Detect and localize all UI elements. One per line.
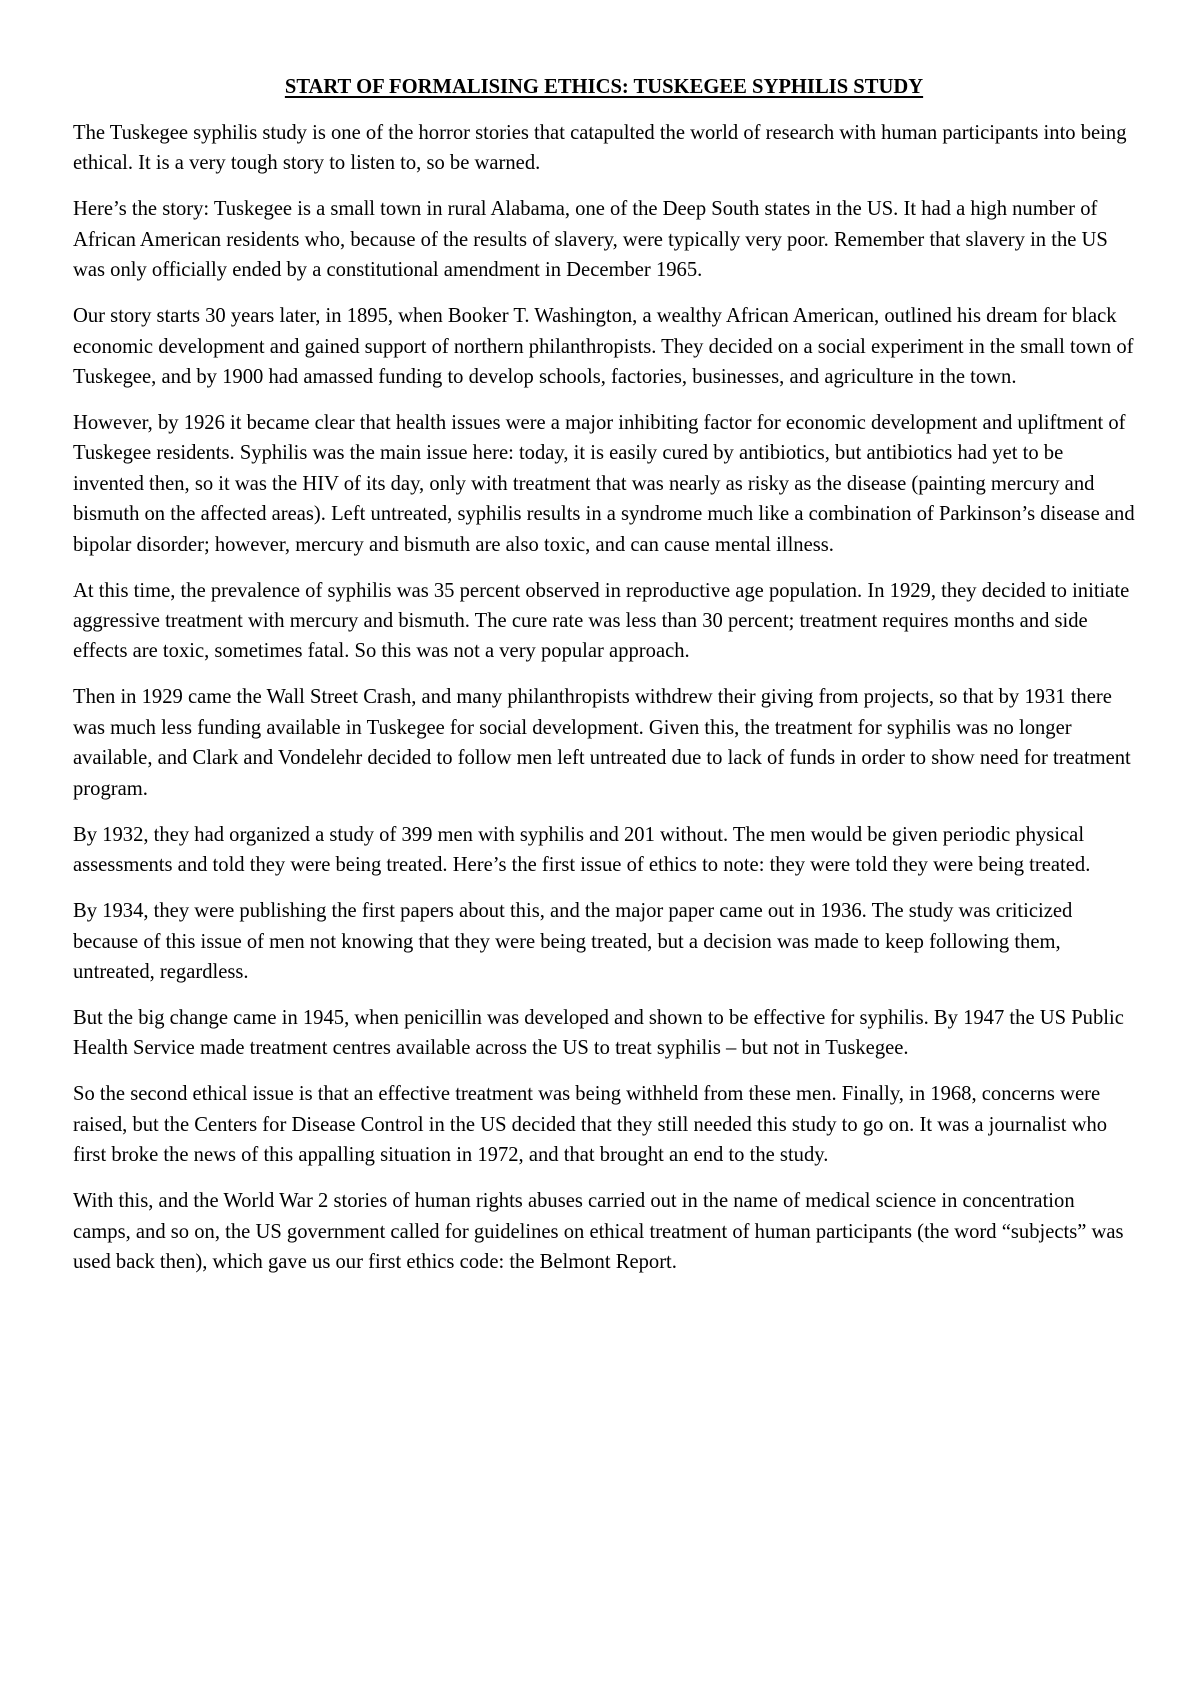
paragraph-health-issues-1926: However, by 1926 it became clear that health issues were a major inhibiting factor for economic development and upliftment of Tuskegee residents. Syphilis was the main issue here: today, it is easily cured by antibiotics, but antibiotics had yet to be invented then, so it was the HIV of its day, only with treatment that was nearly as risky as the disease (painting mercury and bismuth on the affected areas). Left untreated, syphilis results in a syndrome much like a combination of Parkinson’s disease and bipolar disorder; however, mercury and bismuth are also toxic, and can cause mental illness. [73,412,1135,556]
paragraph-wall-street-crash: Then in 1929 came the Wall Street Crash, and many philanthropists withdrew their giving from projects, so that by 1931 there was much less funding available in Tuskegee for social development. Given this, the treatment for syphilis was no longer available, and Clark and Vondelehr decided to follow men left untreated due to lack of funds in order to show need for treatment program. [73,686,1131,800]
paragraph-intro: The Tuskegee syphilis study is one of the horror stories that catapulted the world of research with human participants into being ethical. It is a very tough story to listen to, so be warned. [73,122,1127,175]
paragraph-second-ethical-issue: So the second ethical issue is that an effective treatment was being withheld from these men. Finally, in 1968, concerns were raised, but the Centers for Disease Control in the US decided that they still needed this study to go on. It was a journalist who first broke the news of this appalling situation in 1972, and that brought an end to the study. [73,1083,1108,1167]
paragraph-belmont-report: With this, and the World War 2 stories of human rights abuses carried out in the name of medical science in concentration camps, and so on, the US government called for guidelines on ethical treatment of human participants (the word “subjects” was used back then), which gave us our first ethics code: the Belmont Report. [73,1190,1124,1273]
paragraph-prevalence-1929: At this time, the prevalence of syphilis was 35 percent observed in reproductive age population. In 1929, they decided to initiate aggressive treatment with mercury and bismuth. The cure rate was less than 30 percent; treatment requires months and side effects are toxic, sometimes fatal. So this was not a very popular approach. [73,579,1130,663]
document-title: START OF FORMALISING ETHICS: TUSKEGEE SYPHILIS STUDY [284,76,924,98]
paragraph-penicillin-1945: But the big change came in 1945, when penicillin was developed and shown to be effective for syphilis. By 1947 the US Public Health Service made treatment centres available across the US to treat syphilis – but not in Tuskegee. [73,1006,1124,1060]
paragraph-study-1932: By 1932, they had organized a study of 399 men with syphilis and 201 without. The men would be given periodic physical assessments and told they were being treated. Here’s the first issue of ethics to note: they were told they were being treated. [73,823,1091,877]
document-body [73,72,1135,1293]
paragraph-washington-1895: Our story starts 30 years later, in 1895, when Booker T. Washington, a wealthy African American, outlined his dream for black economic development and gained support of northern philanthropists. They decided on a social experiment in the small town of Tuskegee, and by 1900 had amassed funding to develop schools, factories, businesses, and agriculture in the town. [73,305,1134,389]
paragraph-publications-1934: By 1934, they were publishing the first papers about this, and the major paper came out in 1936. The study was criticized because of this issue of men not knowing that they were being treated, but a decision was made to keep following them, untreated, regardless. [73,900,1073,983]
paragraph-background: Here’s the story: Tuskegee is a small town in rural Alabama, one of the Deep South states in the US. It had a high number of African American residents who, because of the results of slavery, were typically very poor. Remember that slavery in the US was only officially ended by a constitutional amendment in December 1965. [73,198,1108,282]
